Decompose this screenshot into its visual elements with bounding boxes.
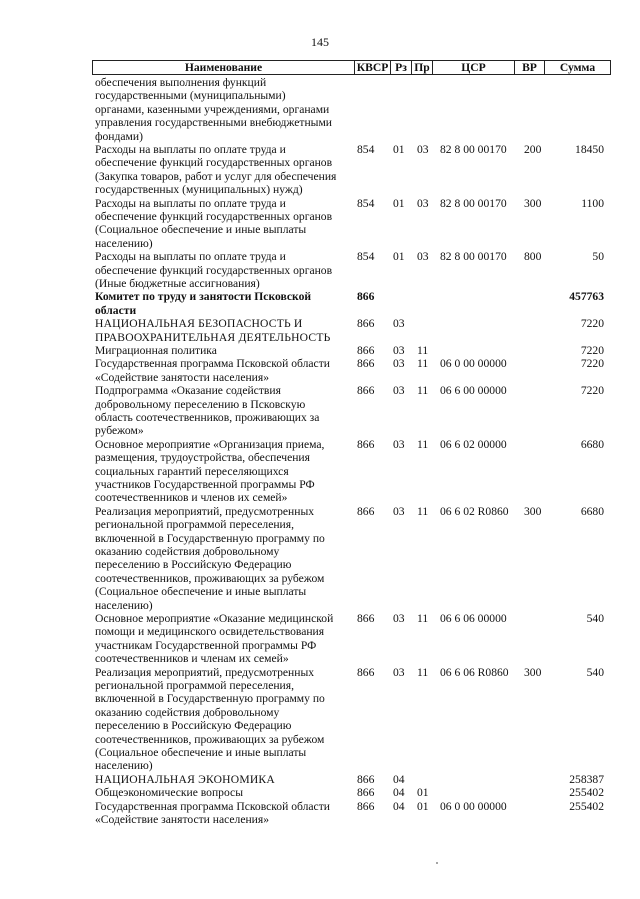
row-vr: 300 bbox=[524, 504, 542, 518]
row-kvsr: 866 bbox=[357, 357, 375, 371]
row-name-line: государственных (муниципальных) нужд) bbox=[95, 183, 303, 197]
table-row bbox=[0, 344, 640, 357]
row-pr: 01 bbox=[417, 786, 429, 800]
header-kvsr: КВСР bbox=[355, 61, 391, 75]
row-sum: 6680 bbox=[580, 437, 604, 451]
row-name-line: Расходы на выплаты по оплате труда и bbox=[95, 250, 286, 264]
row-name-line: переселению в Российскую Федерацию bbox=[95, 558, 292, 572]
table-row bbox=[0, 800, 640, 827]
row-name-line: «Содействие занятости населения» bbox=[95, 370, 270, 384]
row-kvsr: 854 bbox=[357, 250, 375, 264]
row-name-line: (Социальное обеспечение и иные выплаты bbox=[95, 745, 307, 759]
row-name-line: помощи и медицинского освидетельствования bbox=[95, 625, 325, 639]
row-sum: 540 bbox=[586, 665, 604, 679]
row-sum: 255402 bbox=[569, 799, 604, 813]
row-name-line: Государственная программа Псковской области bbox=[95, 357, 330, 371]
row-vr: 200 bbox=[524, 143, 542, 156]
table-row bbox=[0, 505, 640, 612]
row-name bbox=[95, 250, 351, 290]
row-kvsr: 854 bbox=[357, 143, 375, 156]
budget-table-body bbox=[0, 76, 640, 826]
row-rz: 03 bbox=[393, 317, 405, 331]
row-rz: 01 bbox=[393, 196, 405, 210]
row-name-line: Комитет по труду и занятости Псковской bbox=[95, 290, 312, 304]
row-name-line: добровольному переселению в Псковскую bbox=[95, 397, 306, 411]
row-name-line: переселению в Российскую Федерацию bbox=[95, 719, 292, 733]
row-rz: 03 bbox=[393, 357, 405, 371]
table-row bbox=[0, 76, 640, 143]
row-sum: 457763 bbox=[569, 290, 604, 304]
row-pr: 11 bbox=[417, 343, 429, 357]
row-name-line: управления государственными внебюджетными bbox=[95, 116, 332, 130]
row-name-line: региональной программой переселения, bbox=[95, 518, 294, 532]
table-row bbox=[0, 290, 640, 317]
row-rz: 04 bbox=[393, 786, 405, 800]
row-name bbox=[95, 317, 351, 344]
row-csr: 06 6 02 R0860 bbox=[440, 504, 509, 518]
row-pr: 11 bbox=[417, 384, 429, 398]
row-name bbox=[95, 344, 351, 357]
row-name-line: участникам Государственной программы РФ bbox=[95, 638, 317, 652]
row-csr: 82 8 00 00170 bbox=[440, 250, 507, 264]
row-kvsr: 866 bbox=[357, 437, 375, 451]
row-name-line: обеспечение функций государственных органов bbox=[95, 210, 333, 223]
row-name bbox=[95, 612, 351, 666]
row-name bbox=[95, 76, 351, 143]
row-csr: 82 8 00 00170 bbox=[440, 196, 507, 210]
row-sum: 1100 bbox=[581, 196, 604, 210]
row-sum: 258387 bbox=[569, 772, 604, 786]
table-row bbox=[0, 666, 640, 773]
row-name-line: Реализация мероприятий, предусмотренных bbox=[95, 665, 315, 679]
row-kvsr: 866 bbox=[357, 799, 375, 813]
row-name-line: области bbox=[95, 303, 137, 317]
row-kvsr: 866 bbox=[357, 290, 375, 304]
row-name-line: соотечественников, проживающих за рубежом bbox=[95, 732, 325, 746]
header-vr: ВР bbox=[515, 61, 545, 75]
row-name-line: Общеэкономические вопросы bbox=[95, 786, 243, 800]
row-name-line: участников Государственной программы РФ bbox=[95, 477, 315, 491]
row-name-line: населению) bbox=[95, 236, 153, 250]
row-sum: 540 bbox=[586, 611, 604, 625]
row-vr: 800 bbox=[524, 250, 542, 264]
row-name bbox=[95, 357, 351, 384]
row-rz: 03 bbox=[393, 611, 405, 625]
row-rz: 03 bbox=[393, 384, 405, 398]
row-name-line: населению) bbox=[95, 759, 153, 773]
table-row bbox=[0, 384, 640, 438]
table-row bbox=[0, 612, 640, 666]
row-name-line: включенной в Государственную программу по bbox=[95, 692, 325, 706]
row-sum: 7220 bbox=[580, 357, 604, 371]
row-name-line: размещения, трудоустройства, обеспечения bbox=[95, 451, 310, 465]
row-name bbox=[95, 197, 351, 251]
row-csr: 82 8 00 00170 bbox=[440, 143, 507, 156]
row-name-line: (Закупка товаров, работ и услуг для обеспечения bbox=[95, 169, 337, 183]
header-sum: Сумма bbox=[545, 61, 611, 75]
row-pr: 03 bbox=[417, 196, 429, 210]
row-name bbox=[95, 143, 351, 197]
row-csr: 06 0 00 00000 bbox=[440, 357, 507, 371]
row-kvsr: 866 bbox=[357, 317, 375, 331]
table-header bbox=[92, 60, 611, 75]
row-name-line: НАЦИОНАЛЬНАЯ ЭКОНОМИКА bbox=[95, 772, 275, 786]
table-row bbox=[0, 143, 640, 197]
row-name-line: НАЦИОНАЛЬНАЯ БЕЗОПАСНОСТЬ И bbox=[95, 317, 303, 331]
row-name-line: обеспечения выполнения функций bbox=[95, 76, 267, 89]
row-name-line: Государственная программа Псковской области bbox=[95, 799, 330, 813]
row-name-line: обеспечение функций государственных органов bbox=[95, 156, 333, 170]
row-sum: 7220 bbox=[580, 317, 604, 331]
row-name-line: Подпрограмма «Оказание содействия bbox=[95, 384, 281, 398]
row-rz: 04 bbox=[393, 772, 405, 786]
header-csr: ЦСР bbox=[433, 61, 515, 75]
row-name-line: фондами) bbox=[95, 129, 143, 143]
row-kvsr: 854 bbox=[357, 196, 375, 210]
row-name-line: обеспечение функций государственных органов bbox=[95, 263, 333, 277]
row-name-line: Расходы на выплаты по оплате труда и bbox=[95, 196, 286, 210]
table-row bbox=[0, 438, 640, 505]
row-name-line: ПРАВООХРАНИТЕЛЬНАЯ ДЕЯТЕЛЬНОСТЬ bbox=[95, 330, 331, 344]
row-rz: 03 bbox=[393, 504, 405, 518]
scan-speck bbox=[436, 862, 438, 864]
row-name-line: государственными (муниципальными) bbox=[95, 89, 286, 103]
row-name-line: региональной программой переселения, bbox=[95, 678, 294, 692]
row-name-line: Основное мероприятие «Оказание медицинской bbox=[95, 611, 334, 625]
row-csr: 06 6 02 00000 bbox=[440, 437, 507, 451]
row-name bbox=[95, 786, 351, 799]
row-name-line: область соотечественников, проживающих за bbox=[95, 410, 320, 424]
table-row bbox=[0, 317, 640, 344]
row-name-line: рубежом» bbox=[95, 424, 144, 438]
row-rz: 03 bbox=[393, 665, 405, 679]
row-name bbox=[95, 800, 351, 827]
row-name bbox=[95, 505, 351, 612]
row-name-line: (Социальное обеспечение и иные выплаты bbox=[95, 223, 307, 237]
row-pr: 11 bbox=[417, 437, 429, 451]
row-kvsr: 866 bbox=[357, 611, 375, 625]
row-name-line: Реализация мероприятий, предусмотренных bbox=[95, 504, 315, 518]
row-csr: 06 0 00 00000 bbox=[440, 799, 507, 813]
row-name-line: населению) bbox=[95, 598, 153, 612]
table-row bbox=[0, 250, 640, 290]
row-pr: 11 bbox=[417, 611, 429, 625]
table-row bbox=[0, 786, 640, 799]
table-row bbox=[0, 773, 640, 786]
row-name-line: Расходы на выплаты по оплате труда и bbox=[95, 143, 286, 156]
row-sum: 50 bbox=[592, 250, 604, 264]
row-pr: 11 bbox=[417, 357, 429, 371]
row-kvsr: 866 bbox=[357, 786, 375, 800]
row-pr: 11 bbox=[417, 665, 429, 679]
row-rz: 03 bbox=[393, 437, 405, 451]
row-csr: 06 6 06 00000 bbox=[440, 611, 507, 625]
table-row bbox=[0, 357, 640, 384]
row-name bbox=[95, 438, 351, 505]
row-csr: 06 6 06 R0860 bbox=[440, 665, 509, 679]
row-vr: 300 bbox=[524, 196, 542, 210]
row-name-line: соотечественников и членам их семей» bbox=[95, 652, 289, 666]
row-name-line: оказанию содействия добровольному bbox=[95, 705, 280, 719]
row-name bbox=[95, 384, 351, 438]
row-name bbox=[95, 666, 351, 773]
row-pr: 11 bbox=[417, 504, 429, 518]
row-sum: 6680 bbox=[580, 504, 604, 518]
row-kvsr: 866 bbox=[357, 665, 375, 679]
header-pr: Пр bbox=[412, 61, 433, 75]
header-name: Наименование bbox=[93, 61, 355, 75]
table-row bbox=[0, 197, 640, 251]
row-name-line: (Социальное обеспечение и иные выплаты bbox=[95, 585, 307, 599]
row-pr: 01 bbox=[417, 799, 429, 813]
row-kvsr: 866 bbox=[357, 384, 375, 398]
row-rz: 04 bbox=[393, 799, 405, 813]
row-sum: 18450 bbox=[575, 143, 604, 156]
row-pr: 03 bbox=[417, 143, 429, 156]
row-vr: 300 bbox=[524, 665, 542, 679]
row-name bbox=[95, 290, 351, 317]
row-rz: 01 bbox=[393, 143, 405, 156]
row-sum: 255402 bbox=[569, 786, 604, 800]
row-name-line: социальных гарантий переселяющихся bbox=[95, 464, 289, 478]
row-kvsr: 866 bbox=[357, 772, 375, 786]
row-rz: 03 bbox=[393, 343, 405, 357]
row-kvsr: 866 bbox=[357, 504, 375, 518]
row-name-line: Миграционная политика bbox=[95, 343, 217, 357]
row-csr: 06 6 00 00000 bbox=[440, 384, 507, 398]
row-sum: 7220 bbox=[580, 384, 604, 398]
row-kvsr: 866 bbox=[357, 343, 375, 357]
row-name-line: оказанию содействия добровольному bbox=[95, 544, 280, 558]
row-pr: 03 bbox=[417, 250, 429, 264]
row-name-line: соотечественников и членов их семей» bbox=[95, 491, 288, 505]
row-name-line: «Содействие занятости населения» bbox=[95, 812, 270, 826]
row-name-line: органами, казенными учреждениями, органами bbox=[95, 102, 330, 116]
row-name bbox=[95, 773, 351, 786]
row-rz: 01 bbox=[393, 250, 405, 264]
row-name-line: соотечественников, проживающих за рубежом bbox=[95, 571, 325, 585]
header-rz: Рз bbox=[391, 61, 412, 75]
row-name-line: (Иные бюджетные ассигнования) bbox=[95, 277, 260, 290]
row-name-line: Основное мероприятие «Организация приема, bbox=[95, 437, 325, 451]
row-sum: 7220 bbox=[580, 343, 604, 357]
row-name-line: включенной в Государственную программу по bbox=[95, 531, 325, 545]
page-number: 145 bbox=[311, 35, 329, 49]
